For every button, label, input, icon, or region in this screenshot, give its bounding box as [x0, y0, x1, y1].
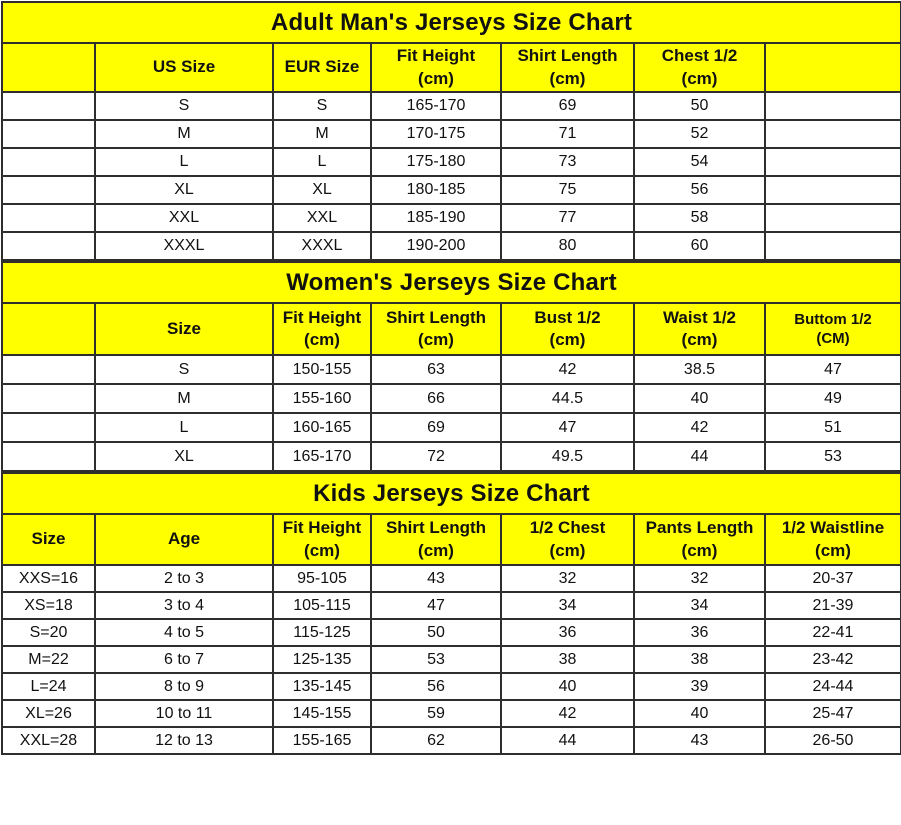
- womens-cell-r2-c1: L: [95, 413, 273, 442]
- mens-table-row-5: [2, 232, 901, 260]
- womens-table-row-0: [2, 355, 901, 384]
- mens-cell-r4-c5: 58: [634, 204, 765, 232]
- kids-cell-r3-c0: M=22: [2, 646, 95, 673]
- mens-cell-r0-c2: S: [273, 92, 371, 120]
- womens-cell-r1-c5: 40: [634, 384, 765, 413]
- womens-cell-r3-c0: [2, 442, 95, 471]
- mens-cell-r3-c6: [765, 176, 901, 204]
- kids-cell-r2-c3: 50: [371, 619, 501, 646]
- kids-table-row-5: [2, 700, 901, 727]
- womens-column-header-5: Waist 1/2 (cm): [634, 303, 765, 355]
- mens-cell-r5-c2: XXXL: [273, 232, 371, 260]
- kids-cell-r6-c6: 26-50: [765, 727, 901, 754]
- mens-cell-r4-c4: 77: [501, 204, 634, 232]
- womens-cell-r1-c1: M: [95, 384, 273, 413]
- mens-cell-r5-c4: 80: [501, 232, 634, 260]
- mens-cell-r0-c6: [765, 92, 901, 120]
- mens-cell-r2-c5: 54: [634, 148, 765, 176]
- kids-column-header-5: Pants Length (cm): [634, 514, 765, 565]
- womens-cell-r1-c6: 49: [765, 384, 901, 413]
- womens-cell-r3-c3: 72: [371, 442, 501, 471]
- womens-cell-r2-c3: 69: [371, 413, 501, 442]
- mens-cell-r0-c0: [2, 92, 95, 120]
- mens-column-header-4: Shirt Length (cm): [501, 43, 634, 92]
- kids-cell-r6-c2: 155-165: [273, 727, 371, 754]
- mens-cell-r1-c1: M: [95, 120, 273, 148]
- kids-cell-r5-c3: 59: [371, 700, 501, 727]
- womens-cell-r0-c0: [2, 355, 95, 384]
- mens-cell-r2-c1: L: [95, 148, 273, 176]
- womens-title-row: [2, 262, 901, 303]
- womens-cell-r2-c0: [2, 413, 95, 442]
- womens-column-header-6: Buttom 1/2 (CM): [765, 303, 901, 355]
- mens-column-header-1: US Size: [95, 43, 273, 92]
- kids-cell-r6-c5: 43: [634, 727, 765, 754]
- kids-cell-r3-c1: 6 to 7: [95, 646, 273, 673]
- kids-cell-r6-c1: 12 to 13: [95, 727, 273, 754]
- kids-table-row-2: [2, 619, 901, 646]
- kids-table-title: Kids Jerseys Size Chart: [2, 473, 901, 514]
- mens-cell-r4-c0: [2, 204, 95, 232]
- mens-table-row-4: [2, 204, 901, 232]
- womens-cell-r0-c2: 150-155: [273, 355, 371, 384]
- kids-cell-r2-c4: 36: [501, 619, 634, 646]
- womens-cell-r3-c4: 49.5: [501, 442, 634, 471]
- mens-column-header-3: Fit Height (cm): [371, 43, 501, 92]
- mens-cell-r5-c6: [765, 232, 901, 260]
- womens-cell-r0-c1: S: [95, 355, 273, 384]
- kids-cell-r4-c2: 135-145: [273, 673, 371, 700]
- womens-cell-r2-c5: 42: [634, 413, 765, 442]
- womens-cell-r1-c2: 155-160: [273, 384, 371, 413]
- mens-header-row: [2, 43, 901, 92]
- mens-cell-r3-c2: XL: [273, 176, 371, 204]
- mens-column-header-2: EUR Size: [273, 43, 371, 92]
- kids-cell-r1-c6: 21-39: [765, 592, 901, 619]
- kids-column-header-1: Age: [95, 514, 273, 565]
- womens-cell-r1-c4: 44.5: [501, 384, 634, 413]
- mens-cell-r0-c5: 50: [634, 92, 765, 120]
- mens-column-header-6: [765, 43, 901, 92]
- mens-cell-r4-c1: XXL: [95, 204, 273, 232]
- womens-column-header-2: Fit Height (cm): [273, 303, 371, 355]
- kids-cell-r1-c2: 105-115: [273, 592, 371, 619]
- kids-column-header-4: 1/2 Chest (cm): [501, 514, 634, 565]
- kids-cell-r4-c5: 39: [634, 673, 765, 700]
- mens-cell-r2-c0: [2, 148, 95, 176]
- kids-title-row: [2, 473, 901, 514]
- mens-table-row-2: [2, 148, 901, 176]
- mens-cell-r1-c6: [765, 120, 901, 148]
- kids-cell-r4-c1: 8 to 9: [95, 673, 273, 700]
- kids-cell-r3-c6: 23-42: [765, 646, 901, 673]
- mens-table-row-0: [2, 92, 901, 120]
- kids-cell-r0-c5: 32: [634, 565, 765, 592]
- mens-cell-r2-c2: L: [273, 148, 371, 176]
- kids-cell-r4-c4: 40: [501, 673, 634, 700]
- kids-cell-r6-c0: XXL=28: [2, 727, 95, 754]
- womens-cell-r2-c4: 47: [501, 413, 634, 442]
- womens-cell-r3-c2: 165-170: [273, 442, 371, 471]
- kids-cell-r5-c6: 25-47: [765, 700, 901, 727]
- womens-table-row-3: [2, 442, 901, 471]
- womens-cell-r0-c6: 47: [765, 355, 901, 384]
- mens-cell-r3-c3: 180-185: [371, 176, 501, 204]
- kids-cell-r3-c5: 38: [634, 646, 765, 673]
- mens-cell-r4-c3: 185-190: [371, 204, 501, 232]
- mens-cell-r3-c5: 56: [634, 176, 765, 204]
- womens-column-header-4: Bust 1/2 (cm): [501, 303, 634, 355]
- womens-cell-r1-c0: [2, 384, 95, 413]
- kids-cell-r1-c4: 34: [501, 592, 634, 619]
- kids-size-chart-table: [1, 472, 901, 755]
- kids-cell-r5-c2: 145-155: [273, 700, 371, 727]
- kids-header-row: [2, 514, 901, 565]
- womens-table-row-2: [2, 413, 901, 442]
- mens-cell-r4-c6: [765, 204, 901, 232]
- kids-cell-r0-c0: XXS=16: [2, 565, 95, 592]
- kids-cell-r6-c3: 62: [371, 727, 501, 754]
- kids-table-row-0: [2, 565, 901, 592]
- kids-cell-r2-c1: 4 to 5: [95, 619, 273, 646]
- kids-table-row-3: [2, 646, 901, 673]
- kids-cell-r3-c4: 38: [501, 646, 634, 673]
- mens-cell-r3-c1: XL: [95, 176, 273, 204]
- mens-title-row: [2, 2, 901, 43]
- womens-size-chart-table: [1, 261, 901, 472]
- kids-column-header-6: 1/2 Waistline (cm): [765, 514, 901, 565]
- mens-table-title: Adult Man's Jerseys Size Chart: [2, 2, 901, 43]
- mens-cell-r0-c3: 165-170: [371, 92, 501, 120]
- kids-table-row-6: [2, 727, 901, 754]
- womens-header-row: [2, 303, 901, 355]
- mens-cell-r1-c4: 71: [501, 120, 634, 148]
- mens-table-row-3: [2, 176, 901, 204]
- kids-cell-r6-c4: 44: [501, 727, 634, 754]
- mens-size-chart-table: [1, 1, 901, 261]
- mens-cell-r2-c3: 175-180: [371, 148, 501, 176]
- kids-cell-r2-c6: 22-41: [765, 619, 901, 646]
- kids-cell-r3-c2: 125-135: [273, 646, 371, 673]
- mens-cell-r1-c0: [2, 120, 95, 148]
- womens-table-title: Women's Jerseys Size Chart: [2, 262, 901, 303]
- mens-column-header-0: [2, 43, 95, 92]
- mens-cell-r3-c0: [2, 176, 95, 204]
- mens-column-header-5: Chest 1/2 (cm): [634, 43, 765, 92]
- kids-cell-r1-c1: 3 to 4: [95, 592, 273, 619]
- mens-cell-r1-c3: 170-175: [371, 120, 501, 148]
- womens-cell-r0-c5: 38.5: [634, 355, 765, 384]
- mens-cell-r2-c6: [765, 148, 901, 176]
- kids-cell-r5-c1: 10 to 11: [95, 700, 273, 727]
- womens-column-header-0: [2, 303, 95, 355]
- kids-cell-r2-c0: S=20: [2, 619, 95, 646]
- mens-cell-r0-c1: S: [95, 92, 273, 120]
- kids-cell-r5-c5: 40: [634, 700, 765, 727]
- kids-cell-r1-c5: 34: [634, 592, 765, 619]
- mens-cell-r3-c4: 75: [501, 176, 634, 204]
- womens-cell-r3-c1: XL: [95, 442, 273, 471]
- kids-column-header-3: Shirt Length (cm): [371, 514, 501, 565]
- womens-cell-r0-c4: 42: [501, 355, 634, 384]
- womens-column-header-1: Size: [95, 303, 273, 355]
- kids-table-row-4: [2, 673, 901, 700]
- mens-cell-r5-c1: XXXL: [95, 232, 273, 260]
- mens-cell-r5-c0: [2, 232, 95, 260]
- kids-cell-r4-c6: 24-44: [765, 673, 901, 700]
- mens-cell-r4-c2: XXL: [273, 204, 371, 232]
- kids-cell-r2-c5: 36: [634, 619, 765, 646]
- kids-cell-r5-c0: XL=26: [2, 700, 95, 727]
- kids-column-header-0: Size: [2, 514, 95, 565]
- womens-cell-r3-c6: 53: [765, 442, 901, 471]
- womens-cell-r2-c2: 160-165: [273, 413, 371, 442]
- kids-cell-r0-c4: 32: [501, 565, 634, 592]
- kids-cell-r0-c3: 43: [371, 565, 501, 592]
- mens-cell-r1-c2: M: [273, 120, 371, 148]
- womens-cell-r0-c3: 63: [371, 355, 501, 384]
- kids-cell-r0-c2: 95-105: [273, 565, 371, 592]
- womens-table-row-1: [2, 384, 901, 413]
- mens-cell-r5-c3: 190-200: [371, 232, 501, 260]
- womens-cell-r3-c5: 44: [634, 442, 765, 471]
- kids-cell-r4-c0: L=24: [2, 673, 95, 700]
- kids-cell-r5-c4: 42: [501, 700, 634, 727]
- kids-cell-r1-c3: 47: [371, 592, 501, 619]
- mens-table-row-1: [2, 120, 901, 148]
- womens-cell-r1-c3: 66: [371, 384, 501, 413]
- womens-cell-r2-c6: 51: [765, 413, 901, 442]
- kids-cell-r0-c6: 20-37: [765, 565, 901, 592]
- womens-column-header-3: Shirt Length (cm): [371, 303, 501, 355]
- kids-cell-r2-c2: 115-125: [273, 619, 371, 646]
- mens-cell-r0-c4: 69: [501, 92, 634, 120]
- kids-cell-r1-c0: XS=18: [2, 592, 95, 619]
- kids-cell-r0-c1: 2 to 3: [95, 565, 273, 592]
- kids-column-header-2: Fit Height (cm): [273, 514, 371, 565]
- mens-cell-r5-c5: 60: [634, 232, 765, 260]
- kids-cell-r3-c3: 53: [371, 646, 501, 673]
- kids-table-row-1: [2, 592, 901, 619]
- mens-cell-r1-c5: 52: [634, 120, 765, 148]
- mens-cell-r2-c4: 73: [501, 148, 634, 176]
- kids-cell-r4-c3: 56: [371, 673, 501, 700]
